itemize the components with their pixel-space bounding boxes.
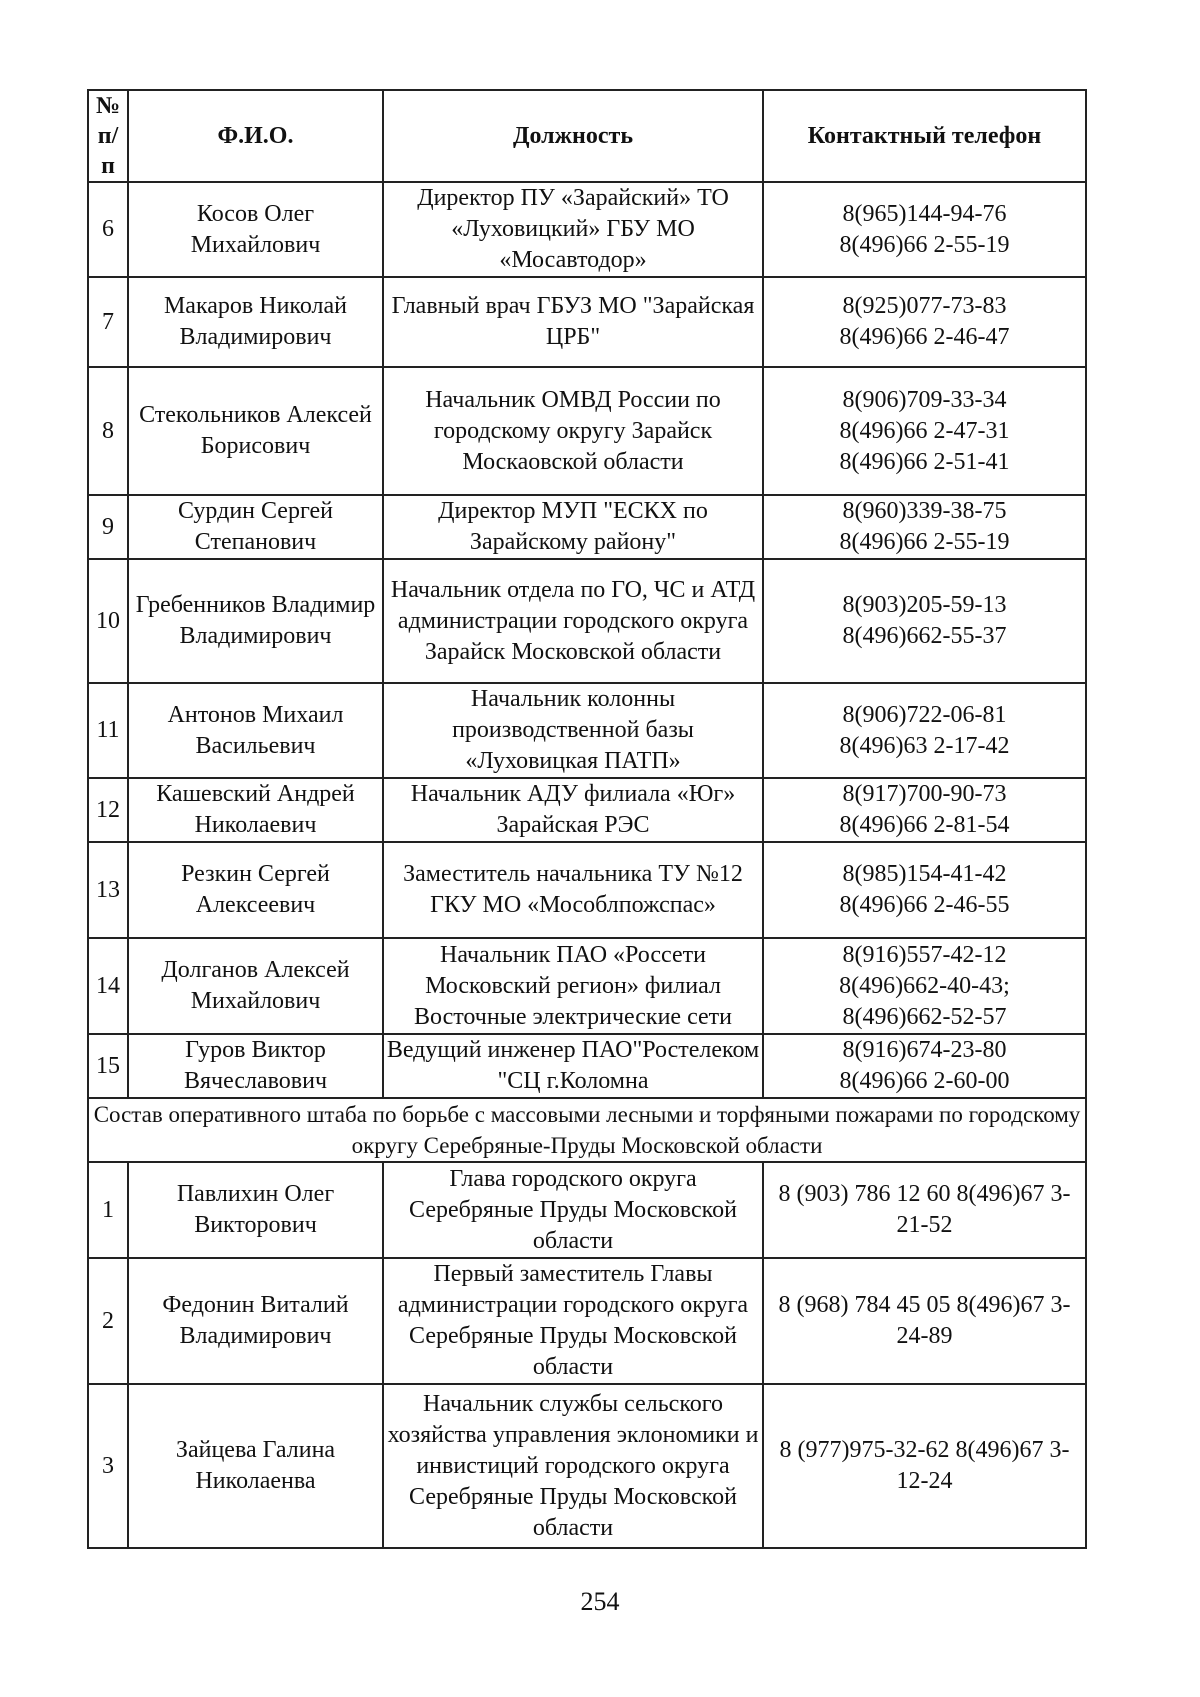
- table-row: [88, 1162, 1086, 1258]
- person-name: Сурдин Сергей Степанович: [128, 495, 383, 559]
- phone-cell: [763, 559, 1086, 683]
- phone-number: 8(496)66 2-51-41: [839, 448, 1010, 475]
- phone-number: 8(496)662-55-37: [842, 623, 1007, 649]
- position-title: Начальник ОМВД России по городскому округу Зарайск Москаовской области: [383, 367, 763, 495]
- table-header-row: [88, 90, 1086, 182]
- phone-number: 8(916)674-23-80: [842, 1037, 1007, 1063]
- table-row: [88, 842, 1086, 938]
- position-title: Директор ПУ «Зарайский» ТО «Луховицкий» ГБУ МО «Мосавтодор»: [383, 182, 763, 277]
- row-number: 13: [88, 842, 128, 938]
- phone-number: 8(496)66 2-46-55: [839, 892, 1010, 918]
- table-body-1: [88, 182, 1086, 1098]
- row-number: 8: [88, 367, 128, 495]
- phone-number: 8(917)700-90-73: [842, 781, 1007, 807]
- table-row: [88, 277, 1086, 367]
- header-position: Должность: [383, 90, 763, 182]
- table-row: [88, 1384, 1086, 1548]
- phone-number: 8 (977)975-32-62 8(496)67 3-12-24: [779, 1437, 1070, 1494]
- phone-number: 8(906)709-33-34: [842, 386, 1007, 413]
- phone-number: 8(496)66 2-55-19: [839, 529, 1010, 555]
- table-row: [88, 683, 1086, 778]
- phone-cell: [763, 683, 1086, 778]
- phone-number: 8(960)339-38-75: [842, 498, 1007, 524]
- table-body-2: [88, 1162, 1086, 1548]
- phone-cell: [763, 1034, 1086, 1098]
- phone-number: 8(496)66 2-60-00: [839, 1068, 1010, 1094]
- table-row: [88, 495, 1086, 559]
- position-title: Начальник отдела по ГО, ЧС и АТД администрации городского округа Зарайск Московской области: [383, 559, 763, 683]
- row-number: 2: [88, 1258, 128, 1384]
- position-title: Начальник АДУ филиала «Юг» Зарайская РЭС: [383, 778, 763, 842]
- person-name: Кашевский Андрей Николаевич: [128, 778, 383, 842]
- row-number: 11: [88, 683, 128, 778]
- table-row: [88, 778, 1086, 842]
- row-number: 7: [88, 277, 128, 367]
- position-title: Ведущий инженер ПАО"Ростелеком "СЦ г.Коломна: [383, 1034, 763, 1098]
- header-phone: Контактный телефон: [763, 90, 1086, 182]
- header-name: Ф.И.О.: [128, 90, 383, 182]
- phone-number: 8(496)63 2-17-42: [839, 732, 1010, 759]
- position-title: Начальник колонны производственной базы «Луховицкая ПАТП»: [383, 683, 763, 778]
- header-number: № п/ п: [88, 90, 128, 182]
- person-name: Зайцева Галина Николаенва: [128, 1384, 383, 1548]
- table-row: [88, 1034, 1086, 1098]
- position-title: Первый заместитель Главы администрации городского округа Серебряные Пруды Московской области: [383, 1258, 763, 1384]
- contacts-table: [87, 89, 1087, 1549]
- position-title: Начальник службы сельского хозяйства управления эклономики и инвистиций городского округа Серебряные Пруды Московской области: [383, 1384, 763, 1548]
- phone-cell: [763, 367, 1086, 495]
- phone-number: 8(496)66 2-46-47: [839, 324, 1010, 350]
- phone-number: 8(496)662-52-57: [842, 1003, 1007, 1030]
- table-row: [88, 1258, 1086, 1384]
- person-name: Федонин Виталий Владимирович: [128, 1258, 383, 1384]
- person-name: Макаров Николай Владимирович: [128, 277, 383, 367]
- row-number: 6: [88, 182, 128, 277]
- person-name: Гребенников Владимир Владимирович: [128, 559, 383, 683]
- phone-number: 8(496)66 2-55-19: [839, 231, 1010, 258]
- section-block: [88, 1098, 1086, 1162]
- row-number: 1: [88, 1162, 128, 1258]
- position-title: Заместитель начальника ТУ №12 ГКУ МО «Мособлпожспас»: [383, 842, 763, 938]
- phone-number: 8(496)66 2-47-31: [839, 417, 1010, 444]
- section-title: Состав оперативного штаба по борьбе с массовыми лесными и торфяными пожарами по городскому округу Серебряные-Пруды Московской области: [88, 1098, 1086, 1162]
- table-row: [88, 182, 1086, 277]
- phone-number: 8(496)662-40-43;: [839, 972, 1010, 999]
- position-title: Начальник ПАО «Россети Московский регион» филиал Восточные электрические сети: [383, 938, 763, 1034]
- phone-number: 8(925)077-73-83: [842, 293, 1007, 319]
- phone-number: 8(906)722-06-81: [842, 701, 1007, 728]
- phone-number: 8(903)205-59-13: [842, 592, 1007, 618]
- phone-number: 8(965)144-94-76: [842, 200, 1007, 227]
- phone-number: 8(496)66 2-81-54: [839, 812, 1010, 838]
- person-name: Гуров Виктор Вячеславович: [128, 1034, 383, 1098]
- table-row: [88, 367, 1086, 495]
- person-name: Антонов Михаил Васильевич: [128, 683, 383, 778]
- phone-cell: [763, 778, 1086, 842]
- phone-number: 8(985)154-41-42: [842, 861, 1007, 887]
- phone-number: 8(916)557-42-12: [842, 941, 1007, 968]
- row-number: 10: [88, 559, 128, 683]
- phone-cell: [763, 1258, 1086, 1384]
- page-number: 254: [580, 1587, 620, 1616]
- row-number: 12: [88, 778, 128, 842]
- row-number: 14: [88, 938, 128, 1034]
- position-title: Главный врач ГБУЗ МО "Зарайская ЦРБ": [383, 277, 763, 367]
- phone-cell: [763, 842, 1086, 938]
- person-name: Косов Олег Михайлович: [128, 182, 383, 277]
- phone-number: 8 (968) 784 45 05 8(496)67 3-24-89: [778, 1292, 1071, 1349]
- phone-cell: [763, 182, 1086, 277]
- phone-cell: [763, 1384, 1086, 1548]
- row-number: 9: [88, 495, 128, 559]
- phone-cell: [763, 938, 1086, 1034]
- person-name: Павлихин Олег Викторович: [128, 1162, 383, 1258]
- table-row: [88, 938, 1086, 1034]
- phone-cell: [763, 1162, 1086, 1258]
- position-title: Директор МУП "ЕСКХ по Зарайскому району": [383, 495, 763, 559]
- phone-number: 8 (903) 786 12 60 8(496)67 3-21-52: [778, 1181, 1071, 1238]
- section-title-row: [88, 1098, 1086, 1162]
- position-title: Глава городского округа Серебряные Пруды Московской области: [383, 1162, 763, 1258]
- table-row: [88, 559, 1086, 683]
- person-name: Стекольников Алексей Борисович: [128, 367, 383, 495]
- row-number: 3: [88, 1384, 128, 1548]
- phone-cell: [763, 495, 1086, 559]
- row-number: 15: [88, 1034, 128, 1098]
- person-name: Долганов Алексей Михайлович: [128, 938, 383, 1034]
- person-name: Резкин Сергей Алексеевич: [128, 842, 383, 938]
- phone-cell: [763, 277, 1086, 367]
